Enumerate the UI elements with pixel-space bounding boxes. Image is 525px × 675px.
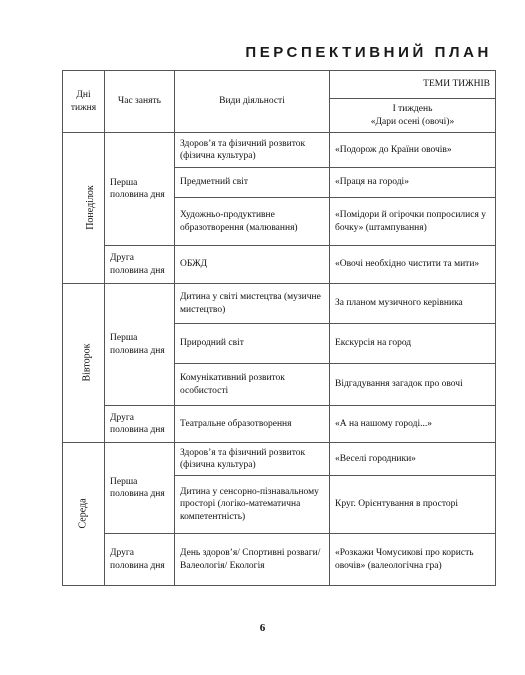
topic-cell: «Розкажи Чомусикові про користь овочів» (валеологічна гра)	[330, 534, 496, 586]
activity-cell: Дитина у світі мистецтва (музичне мистецтво)	[175, 284, 330, 324]
activity-cell: Здоров’я та фізичний розвиток (фізична культура)	[175, 133, 330, 168]
plan-table	[62, 70, 496, 586]
period-first-monday: Перша половина дня	[105, 133, 175, 246]
activity-cell: Комунікативний розвиток особистості	[175, 364, 330, 406]
week-number: І тиждень	[392, 104, 433, 115]
header-week	[330, 99, 496, 133]
topic-cell: Круг. Орієнтування в просторі	[330, 476, 496, 534]
topic-cell: Екскурсія на город	[330, 324, 496, 364]
period-second-tuesday: Друга половина дня	[105, 406, 175, 443]
topic-cell: За планом музичного керівника	[330, 284, 496, 324]
activity-cell: Театральне образотворення	[175, 406, 330, 443]
day-wednesday: Середа	[63, 443, 105, 586]
day-monday: Понеділок	[63, 133, 105, 284]
activity-cell: Природний світ	[175, 324, 330, 364]
week-theme: «Дари осені (овочі)»	[370, 116, 455, 127]
activity-cell: Предметний світ	[175, 168, 330, 198]
header-activities: Види діяльності	[175, 71, 330, 133]
topic-cell: «Помідори й огірочки попросилися у бочку» (штампування)	[330, 198, 496, 246]
header-days: Дні тижня	[63, 71, 105, 133]
activity-cell: День здоров’я/ Спортивні розваги/ Валеологія/ Екологія	[175, 534, 330, 586]
header-time: Час занять	[105, 71, 175, 133]
topic-cell: «Праця на городі»	[330, 168, 496, 198]
activity-cell: Здоров’я та фізичний розвиток (фізична культура)	[175, 443, 330, 476]
period-second-monday: Друга половина дня	[105, 246, 175, 284]
topic-cell: «Веселі городники»	[330, 443, 496, 476]
header-themes: ТЕМИ ТИЖНІВ	[330, 71, 496, 99]
page-number: 6	[259, 622, 266, 634]
topic-cell: «Подорож до Країни овочів»	[330, 133, 496, 168]
period-first-tuesday: Перша половина дня	[105, 284, 175, 406]
activity-cell: ОБЖД	[175, 246, 330, 284]
activity-cell: Художньо-продуктивне образотворення (малювання)	[175, 198, 330, 246]
day-tuesday: Вівторок	[63, 284, 105, 443]
activity-cell: Дитина у сенсорно-пізнавальному просторі (логіко-математична компетентність)	[175, 476, 330, 534]
period-first-wednesday: Перша половина дня	[105, 443, 175, 534]
topic-cell: «А на нашому городі...»	[330, 406, 496, 443]
page-title: ПЕРСПЕКТИВНИЙ ПЛАН	[245, 44, 492, 61]
topic-cell: «Овочі необхідно чистити та мити»	[330, 246, 496, 284]
topic-cell: Відгадування загадок про овочі	[330, 364, 496, 406]
period-second-wednesday: Друга половина дня	[105, 534, 175, 586]
